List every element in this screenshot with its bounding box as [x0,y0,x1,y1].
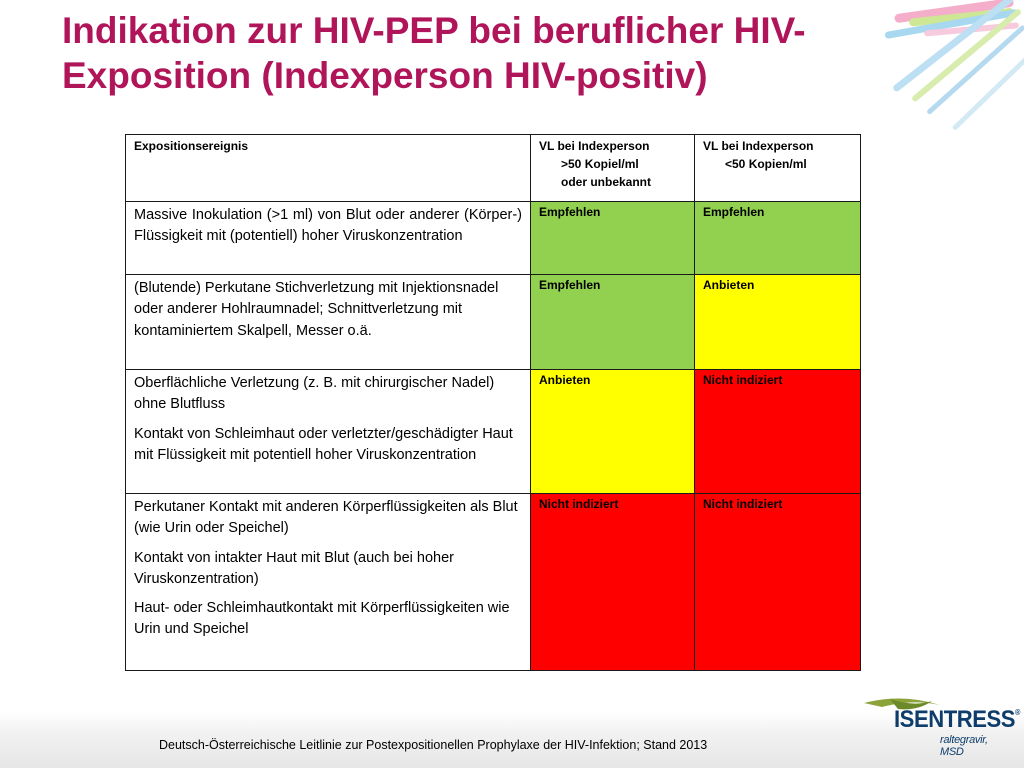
recommendation-vl-low-cell: Nicht indiziert [695,370,861,494]
slide-title-line-2: Exposition (Indexperson HIV-positiv) [62,55,708,96]
logo-brand-text: ISENTRESS [894,706,1016,733]
footer-source-citation: Deutsch-Österreichische Leitlinie zur Postexpositionellen Prophylaxe der HIV-Infektion; Stand 2013 [159,738,708,752]
exposition-event-text: Perkutaner Kontakt mit anderen Körperflüssigkeiten als Blut (wie Urin oder Speichel) [134,499,518,537]
logo-generic-name: raltegravir, MSD [940,734,988,758]
pep-indication-table [125,134,861,671]
recommendation-vl-high-cell: Empfehlen [531,275,695,370]
exposition-event-text: Kontakt von Schleimhaut oder verletzter/geschädigter Haut mit Flüssigkeit mit potentiell hoher Viruskonzentration [134,425,513,463]
header-exposition-event [126,135,531,202]
exposition-event-text: (Blutende) Perkutane Stichverletzung mit Injektionsnadel oder anderer Hohlraumnadel; Schnittverletzung mit kontaminiertem Skalpell, Messer o.ä. [134,280,499,339]
header-vl-low-line-1: VL bei Indexperson [703,139,814,153]
recommendation-vl-high-cell: Anbieten [531,370,695,494]
table-row [126,275,861,370]
header-vl-low [695,135,861,202]
exposition-event-text: Haut- oder Schleimhautkontakt mit Körperflüssigkeiten wie Urin und Speichel [134,600,510,638]
slide-title [62,8,882,98]
recommendation-vl-low-cell: Empfehlen [695,202,861,275]
logo-trademark: ® [1015,708,1020,717]
table-row [126,370,861,494]
header-vl-high-line-1: VL bei Indexperson [539,139,650,153]
exposition-event-text: Oberflächliche Verletzung (z. B. mit chirurgischer Nadel) ohne Blutfluss [134,375,495,413]
exposition-event-text: Massive Inokulation (>1 ml) von Blut oder anderer (Körper-) Flüssigkeit mit (potentiell) hoher Viruskonzentration [134,207,522,245]
exposition-event-cell [126,370,531,494]
header-vl-high [531,135,695,202]
header-exposition-event-label: Expositionsereignis [134,139,249,153]
decorative-ribbons-graphic [854,0,1024,140]
exposition-event-cell [126,275,531,370]
logo-brand [894,706,1020,734]
header-vl-high-line-3: oder unbekannt [561,175,652,189]
recommendation-vl-high-cell: Nicht indiziert [531,494,695,671]
recommendation-vl-low-cell: Nicht indiziert [695,494,861,671]
exposition-event-cell [126,494,531,671]
table-row [126,202,861,275]
table-header-row [126,135,861,202]
header-vl-low-line-2: <50 Kopien/ml [725,157,807,171]
exposition-event-cell [126,202,531,275]
recommendation-vl-high-cell: Empfehlen [531,202,695,275]
recommendation-vl-low-cell: Anbieten [695,275,861,370]
slide-title-line-1: Indikation zur HIV-PEP bei beruflicher HIV- [62,10,806,51]
table-row [126,494,861,671]
header-vl-high-line-2: >50 Kopiel/ml [561,157,639,171]
exposition-event-text: Kontakt von intakter Haut mit Blut (auch bei hoher Viruskonzentration) [134,549,454,587]
isentress-logo [862,695,1020,758]
